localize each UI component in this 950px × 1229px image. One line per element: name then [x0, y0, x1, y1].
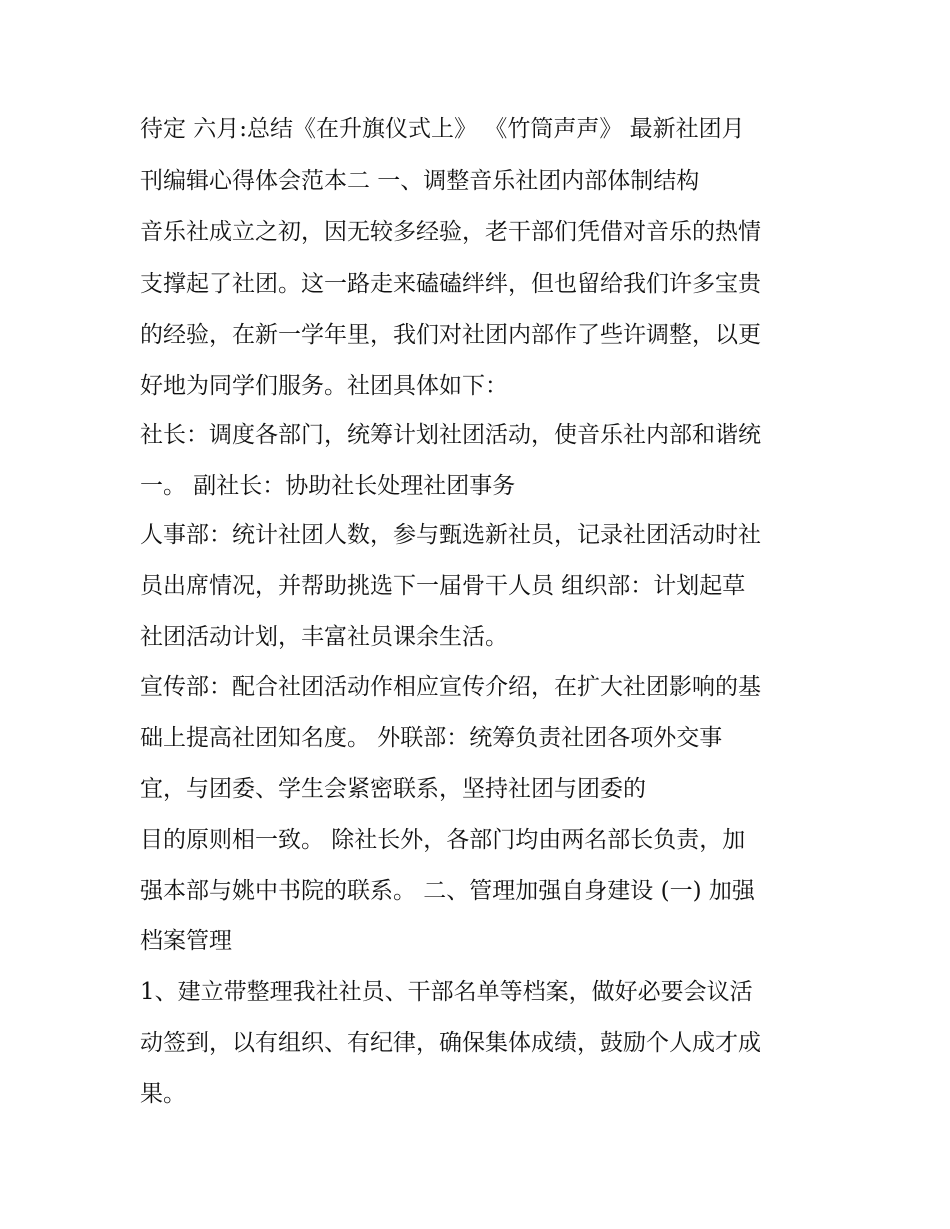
text-line: 的经验，在新一学年里，我们对社团内部作了些许调整，以更	[140, 322, 761, 348]
text-line: 动签到，以有组织、有纪律，确保集体成绩，鼓励个人成才成	[140, 1030, 761, 1056]
text-line: 刊编辑心得体会范本二 一、调整音乐社团内部体制结构	[140, 168, 700, 194]
text-line: 宣传部：配合社团活动作相应宣传介绍，在扩大社团影响的基	[140, 674, 761, 700]
text-line: 础上提高社团知名度。 外联部：统筹负责社团各项外交事	[140, 725, 723, 751]
text-line: 档案管理	[140, 928, 232, 954]
text-line: 目的原则相一致。 除社长外，各部门均由两名部长负责，加	[140, 827, 746, 853]
text-line: 社长：调度各部门，统筹计划社团活动，使音乐社内部和谐统	[140, 422, 761, 448]
text-line: 强本部与姚中书院的联系。 二、管理加强自身建设 (一) 加强	[140, 878, 755, 904]
text-line: 音乐社成立之初，因无较多经验，老干部们凭借对音乐的热情	[140, 219, 761, 245]
text-line: 人事部：统计社团人数，参与甄选新社员，记录社团活动时社	[140, 522, 761, 548]
text-line: 社团活动计划，丰富社员课余生活。	[140, 624, 508, 650]
text-line: 果。	[140, 1081, 186, 1107]
text-line: 支撑起了社团。这一路走来磕磕绊绊，但也留给我们许多宝贵	[140, 271, 761, 297]
text-line: 一。 副社长：协助社长处理社团事务	[140, 473, 516, 499]
text-line: 好地为同学们服务。社团具体如下：	[140, 373, 508, 399]
text-line: 待定 六月:总结《在升旗仪式上》 《竹筒声声》 最新社团月	[140, 116, 745, 142]
text-line: 宜，与团委、学生会紧密联系，坚持社团与团委的	[140, 776, 646, 802]
text-line: 1、建立带整理我社社员、干部名单等档案，做好必要会议活	[140, 979, 753, 1005]
text-line: 员出席情况，并帮助挑选下一届骨干人员 组织部：计划起草	[140, 573, 746, 599]
